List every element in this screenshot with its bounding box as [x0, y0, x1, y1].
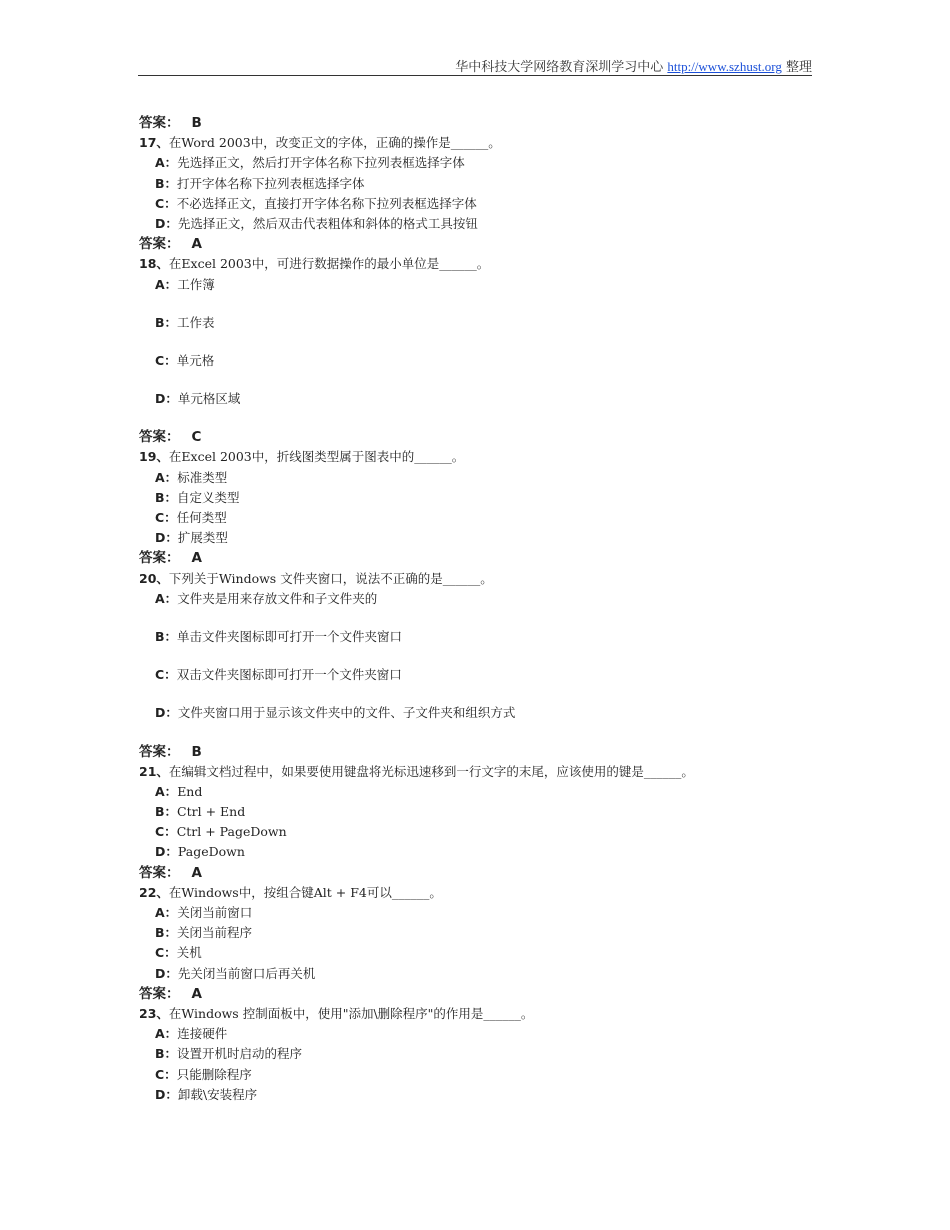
option-letter: B： [155, 314, 178, 330]
option-letter: A： [155, 469, 178, 485]
option-letter: D： [155, 391, 178, 407]
option-letter: A： [155, 905, 178, 920]
option-line [139, 903, 819, 923]
option-text: 先选择正文，然后双击代表粗体和斜体的格式工具按钮 [177, 215, 478, 231]
answer-label: 答案： [139, 429, 180, 446]
option-letter: B： [155, 804, 178, 820]
answer-line [139, 427, 819, 447]
option-text: Ctrl + End [177, 804, 246, 820]
option-line [139, 508, 819, 528]
question-text: 下列关于Windows 文件夹窗口，说法不正确的是______。 [168, 570, 493, 586]
option-text: 只能删除程序 [176, 1066, 252, 1082]
answer-label: 答案： [139, 864, 180, 881]
option-letter: D： [155, 705, 178, 721]
option-text: 先选择正文，然后打开字体名称下拉列表框选择字体 [177, 155, 465, 171]
answer-line [139, 863, 819, 883]
option-text: 设置开机时启动的程序 [177, 1046, 303, 1062]
page-header [138, 56, 812, 75]
option-line [139, 822, 819, 842]
option-line [139, 488, 819, 508]
option-line [139, 964, 819, 984]
option-letter: A： [155, 590, 178, 606]
option-line [139, 194, 819, 214]
option-letter: D： [155, 530, 178, 546]
question-number: 23、 [139, 1005, 169, 1021]
answer-line [139, 984, 819, 1004]
option-text: 文件夹窗口用于显示该文件夹中的文件、子文件夹和组织方式 [177, 705, 516, 721]
answer-line [139, 548, 819, 568]
option-line [139, 313, 819, 333]
option-text: Ctrl + PageDown [176, 824, 287, 840]
option-letter: C： [155, 824, 177, 840]
question-number: 20、 [139, 570, 169, 586]
question-number: 19、 [139, 449, 169, 465]
answer-value: B [191, 115, 202, 131]
option-text: 连接硬件 [177, 1026, 228, 1042]
option-letter: A： [155, 155, 178, 171]
option-line [139, 174, 819, 194]
option-line [139, 589, 819, 609]
answer-line [139, 742, 819, 762]
option-letter: C： [155, 352, 177, 368]
header-rule [138, 75, 812, 76]
question-line [139, 569, 819, 589]
option-line [139, 468, 819, 488]
answer-value: C [191, 429, 202, 446]
option-letter: B： [155, 628, 178, 644]
answer-value: A [191, 985, 202, 1002]
option-text: 标准类型 [177, 469, 228, 485]
question-line [139, 762, 819, 782]
question-number: 18、 [139, 256, 169, 272]
question-text: 在Excel 2003中，可进行数据操作的最小单位是______。 [168, 256, 490, 272]
question-number: 17、 [139, 135, 169, 151]
answer-label: 答案： [139, 743, 180, 760]
option-letter: C： [155, 667, 177, 683]
option-text: End [177, 783, 203, 799]
option-text: 关闭当前程序 [177, 925, 253, 941]
option-letter: C： [155, 945, 177, 961]
question-text: 在Word 2003中，改变正文的字体，正确的操作是______。 [168, 135, 501, 151]
option-text: 关机 [176, 945, 202, 961]
question-text: 在Excel 2003中，折线图类型属于图表中的______。 [168, 449, 465, 465]
question-line [139, 447, 819, 467]
option-line [139, 214, 819, 234]
question-line [139, 883, 819, 903]
option-letter: B： [155, 175, 178, 191]
option-text: 关闭当前窗口 [177, 905, 253, 920]
answer-label: 答案： [139, 115, 180, 131]
header-suffix: 整理 [785, 60, 812, 75]
answer-value: A [191, 864, 202, 881]
question-line [139, 133, 819, 153]
option-line [139, 275, 819, 295]
option-text: 任何类型 [176, 510, 227, 525]
option-line [139, 351, 819, 371]
option-letter: A： [155, 276, 178, 292]
option-text: 卸载\安装程序 [177, 1086, 258, 1102]
option-letter: A： [155, 783, 178, 799]
option-text: 工作簿 [177, 276, 215, 292]
answer-value: A [191, 236, 202, 253]
option-line [139, 923, 819, 943]
option-text: 单元格 [176, 352, 215, 368]
question-list [139, 113, 819, 1105]
option-text: PageDown [177, 844, 245, 860]
option-letter: C： [155, 1066, 177, 1082]
question-text: 在编辑文档过程中，如果要使用键盘将光标迅速移到一行文字的末尾，应该使用的键是______。 [168, 763, 694, 779]
option-text: 不必选择正文，直接打开字体名称下拉列表框选择字体 [176, 195, 477, 211]
option-letter: D： [155, 965, 178, 981]
option-line [139, 153, 819, 173]
option-line [139, 802, 819, 822]
option-text: 单击文件夹图标即可打开一个文件夹窗口 [177, 628, 403, 644]
question-number: 22、 [139, 884, 169, 900]
option-text: 打开字体名称下拉列表框选择字体 [177, 175, 365, 191]
question-line [139, 1004, 819, 1024]
option-line [139, 627, 819, 647]
option-line [139, 782, 819, 802]
option-letter: B： [155, 1046, 178, 1062]
option-line [139, 1085, 819, 1105]
answer-label: 答案： [139, 550, 180, 567]
option-text: 文件夹是用来存放文件和子文件夹的 [177, 590, 378, 606]
option-line [139, 1044, 819, 1064]
option-letter: B： [155, 489, 178, 505]
option-line [139, 703, 819, 723]
option-text: 双击文件夹图标即可打开一个文件夹窗口 [176, 667, 402, 683]
option-text: 先关闭当前窗口后再关机 [177, 965, 316, 981]
header-link[interactable]: http://www.szhust.org [667, 59, 782, 74]
option-letter: D： [155, 215, 178, 231]
option-line [139, 1065, 819, 1085]
option-line [139, 665, 819, 685]
answer-label: 答案： [139, 985, 180, 1002]
answer-value: A [191, 550, 202, 567]
answer-line [139, 113, 819, 133]
question-line [139, 254, 819, 274]
option-text: 工作表 [177, 314, 215, 330]
question-number: 21、 [139, 763, 169, 779]
option-letter: D： [155, 844, 178, 860]
option-text: 扩展类型 [177, 530, 228, 546]
option-line [139, 389, 819, 409]
answer-label: 答案： [139, 236, 180, 253]
option-line [139, 528, 819, 548]
option-letter: C： [155, 195, 177, 211]
option-letter: D： [155, 1086, 178, 1102]
question-text: 在Windows中，按组合键Alt + F4可以______。 [168, 884, 442, 900]
header-org: 华中科技大学网络教育深圳学习中心 [455, 60, 664, 75]
question-text: 在Windows 控制面板中，使用"添加\删除程序"的作用是______。 [168, 1005, 534, 1021]
option-letter: B： [155, 925, 178, 941]
option-text: 单元格区域 [177, 391, 241, 407]
option-line [139, 1024, 819, 1044]
option-letter: A： [155, 1026, 178, 1042]
answer-value: B [191, 743, 202, 760]
option-line [139, 943, 819, 963]
option-letter: C： [155, 510, 177, 525]
answer-line [139, 234, 819, 254]
option-line [139, 842, 819, 862]
option-text: 自定义类型 [177, 489, 240, 505]
